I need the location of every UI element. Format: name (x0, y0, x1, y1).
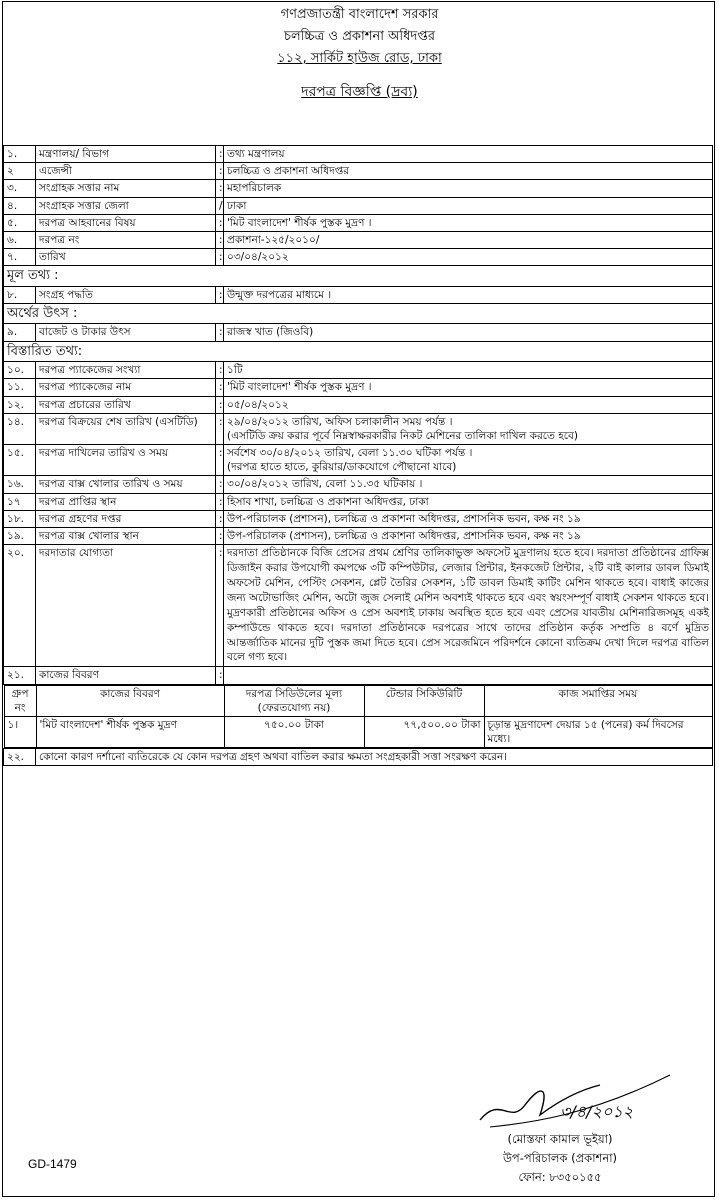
table-row: ৪. সংগ্রাহক সত্তার জেলা / ঢাকা (4, 197, 713, 214)
signature-mark (470, 1065, 690, 1135)
department-name: চলচ্চিত্র ও প্রকাশনা অধিদপ্তর (283, 29, 436, 44)
govt-name: গণপ্রজাতন্ত্রী বাংলাদেশ সরকার (280, 7, 439, 22)
section-heading-details: বিস্তারিত তথ্য: (4, 341, 713, 362)
section-heading-funds: অর্থের উৎস : (4, 303, 713, 324)
header-group-no: গ্রুপ নং (4, 685, 36, 716)
table-row: ৩. সংগ্রাহক সত্তার নাম : মহাপরিচালক (4, 180, 713, 197)
address: ১১২, সার্কিট হাউজ রোড, ঢাকা (277, 51, 442, 66)
table-row: ২২. কোনো কারণ দর্শানো ব্যতিরেকে যে কোন দরপত্র গ্রহণ অথবা বাতিল করার ক্ষমতা সংগ্রহকারী সত্তা সংরক্ষণ করেন। (4, 749, 713, 766)
work-table-container (4, 684, 713, 749)
table-row: ১২. দরপত্র প্রচারের তারিখ : ০৫/০৪/২০১২ (4, 396, 713, 413)
footer-code: GD-1479 (28, 1157, 77, 1171)
header-schedule-price: দরপত্র সিডিউলের মূল্য (ফেরতযোগ্য নয়) (224, 685, 364, 716)
table-row: ১৮. দরপত্র গ্রহণের দপ্তর : উপ-পরিচালক (প্রশাসন), চলচ্চিত্র ও প্রকাশনা অধিদপ্তর, প্রশাসনিক ভবন, কক্ষ নং ১৯ (4, 510, 713, 527)
table-row: ৮. সংগ্রহ পদ্ধতি : উন্মুক্ত দরপত্রের মাধ্যমে । (4, 286, 713, 303)
work-table-row: ১। 'মিট বাংলাদেশ' শীর্ষক পুস্তক মুদ্রণ ৭৫০.০০ টাকা ৭৭,৫০০.০০ টাকা চূড়ান্ত মুদ্রণাদেশ দেয়ার ১৫ (পনের) কর্ম দিবসের মধ্যে। (4, 716, 712, 747)
table-row: ১১. দরপত্র প্যাকেজের নাম : 'মিট বাংলাদেশ' শীর্ষক পুস্তক মুদ্রণ । (4, 379, 713, 396)
tender-table (3, 145, 713, 766)
table-row: ৭. তারিখ : ০৩/০৪/২০১২ (4, 249, 713, 266)
table-row: ১০. দরপত্র প্যাকেজের সংখ্যা : ১টি (4, 362, 713, 379)
signatory-phone: ফোন: ৮৩৫০১৫৫ (518, 1170, 602, 1184)
table-row: ১৯. দরপত্র বাক্স খোলার স্থান : উপ-পরিচালক (প্রশাসন), চলচ্চিত্র ও প্রকাশনা অধিদপ্তর, প্রশাসনিক ভবন, কক্ষ নং ১৯ (4, 527, 713, 544)
table-row: ১৭ দরপত্র প্রাপ্তির স্থান : হিসাব শাখা, চলচ্চিত্র ও প্রকাশনা অধিদপ্তর, ঢাকা (4, 493, 713, 510)
section-heading-main: মূল তথ্য : (4, 266, 713, 287)
header-description: কাজের বিবরণ (36, 685, 224, 716)
table-row: ১৬. দরপত্র বাক্স খোলার তারিখ ও সময় : ৩০/০৪/২০১২ তারিখ, বেলা ১১.৩৫ ঘটিকায় । (4, 476, 713, 493)
signature-date: ৩/৪/২০১২ (560, 1102, 634, 1121)
table-row: ৫. দরপত্র আহবানের বিষয় : 'মিট বাংলাদেশ' শীর্ষক পুস্তক মুদ্রণ । (4, 214, 713, 231)
table-row: ১৪. দরপত্র বিক্রয়ের শেষ তারিখ (এসটিডি) : ২৯/০৪/২০১২ তারিখ, অফিস চলাকালীন সময় পর্যন্ত । (এসটিডি ক্রয় করার পূর্বে নিম্নস্বাক্ষরকারীর নিকট মেশিনের তালিকা দাখিল করতে হবে) (4, 413, 713, 444)
work-table-header (4, 685, 712, 716)
table-row: ৯. বাজেট ও টাকার উৎস : রাজস্ব খাত (জিওবি) (4, 324, 713, 341)
table-row: ১৫. দরপত্র দাখিলের তারিখ ও সময় : সর্বশেষ ৩০/০৪/২০১২ তারিখ, বেলা ১১.৩০ ঘটিকা পর্যন্ত । (দরপত্র হাতে হাতে, কুরিয়ার/ডাকযোগে পৌছানো যাবে) (4, 445, 713, 476)
table-row: ৬. দরপত্র নং : প্রকাশনা-১২৫/২০১০/ (4, 231, 713, 248)
work-table (4, 685, 713, 749)
table-row: ২০. দরদাতার যোগ্যতা : দরদাতা প্রতিষ্ঠানকে বিজি প্রেসের প্রথম শ্রেণির তালিকাভুক্ত অফসেট মুদ্রণালয় হতে হবে। দরদাতা প্রতিষ্ঠানের গ্রাফিক্স ডিজাইন করার উপযোগী কমপক্ষে ৩টি কম্পিউটার, লেজার প্রিন্টার, ইনকজেট প্রিন্টার, ২টি বাই কালার ডাবল ডিমাই অফসেট মেশিন, পেস্টিং সেকশন, প্লেট তৈরির সেকশন, ১টি ডাবল ডিমাই কাটিং মেশিন থাকতে হবে। বাধাই কাজের জন্য অটোভাজিং মেশিন, অটো জুজ সেলাই মেশিন অবশ্যই থাকতে হবে এবং স্বয়ংসম্পূর্ণ বাধাই সেকশন থাকতে হবে। মুদ্রণকারী প্রতিষ্ঠানের অফিস ও প্রেস অবশ্যই ঢাকায় অবস্থিত হতে হবে এবং প্রেসের যাবতীয় মেশিনারিজসমূহ একই কম্পাউন্ডে থাকতে হবে। দরদাতা প্রতিষ্ঠানকে দরপত্রের সাথে তাদের প্রতিষ্ঠান কর্তৃক সম্প্রতি ৪ বর্ণে মুদ্রিত আন্তর্জাতিক মানের দুটি পুস্তক জমা দিতে হবে। প্রেস সরেজমিনে পরিদর্শনে কোনো ব্যতিক্রম দেখা দিলে দরপত্র বাতিল বলে গণ্য হবে। (4, 545, 713, 667)
signatory-name: (মোস্তফা কামাল ভূইয়া) (507, 1132, 613, 1146)
notice-title: দরপত্র বিজ্ঞপ্তি (দ্রব্য) (301, 84, 418, 100)
table-row: ১. মন্ত্রণালয়/ বিভাগ : তথ্য মন্ত্রণালয় (4, 146, 713, 163)
header-completion: কাজ সমাপ্তির সময় (484, 685, 712, 716)
table-row: ২১. কাজের বিবরণ : (4, 667, 713, 684)
table-row: ২ এজেন্সী : চলচ্চিত্র ও প্রকাশনা অধিদপ্তর (4, 163, 713, 180)
signatory-designation: উপ-পরিচালক (প্রকাশনা) (502, 1151, 618, 1165)
header-security: টেন্ডার সিকিউরিটি (364, 685, 484, 716)
